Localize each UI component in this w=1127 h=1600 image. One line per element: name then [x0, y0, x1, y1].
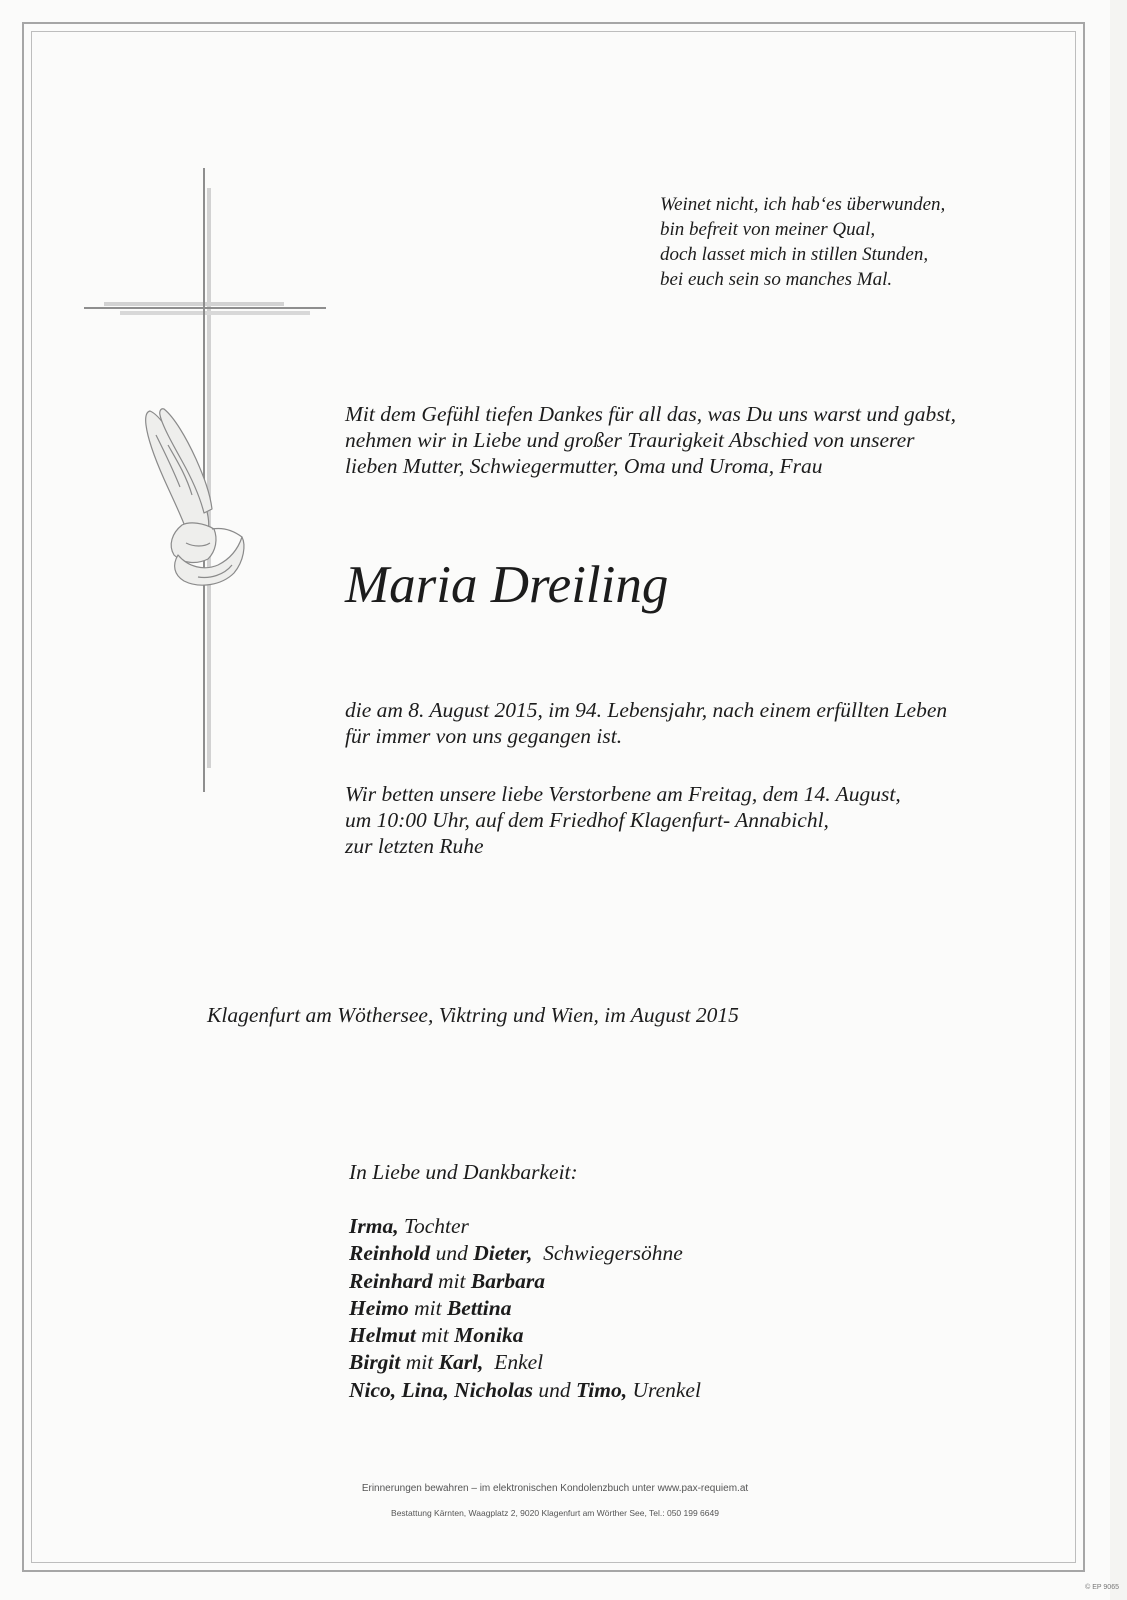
- burial-paragraph: [345, 781, 901, 859]
- funeral-home-info: Bestattung Kärnten, Waagplatz 2, 9020 Klagenfurt am Wörther See, Tel.: 050 199 6649: [391, 1508, 719, 1518]
- mourner-line: Helmut mit Monika: [349, 1323, 524, 1348]
- poem-line: bin befreit von meiner Qual,: [660, 219, 876, 240]
- burial-line: zur letzten Ruhe: [345, 834, 484, 858]
- deceased-name: Maria Dreiling: [345, 556, 669, 614]
- praying-hands-icon: [138, 405, 258, 595]
- print-code: © EP 9065: [1085, 1584, 1119, 1591]
- place-date: Klagenfurt am Wöthersee, Viktring und Wien, im August 2015: [207, 1003, 739, 1027]
- death-paragraph: [345, 697, 947, 749]
- poem-line: doch lasset mich in stillen Stunden,: [660, 244, 929, 265]
- intro-paragraph: [345, 401, 956, 479]
- mourner-line: Heimo mit Bettina: [349, 1295, 512, 1320]
- burial-line: um 10:00 Uhr, auf dem Friedhof Klagenfurt- Annabichl,: [345, 808, 829, 832]
- poem-line: bei euch sein so manches Mal.: [660, 269, 893, 290]
- intro-line: nehmen wir in Liebe und großer Traurigkeit Abschied von unserer: [345, 428, 915, 452]
- burial-line: Wir betten unsere liebe Verstorbene am Freitag, dem 14. August,: [345, 782, 901, 806]
- mourners-heading: In Liebe und Dankbarkeit:: [349, 1160, 578, 1184]
- mourners-list: [349, 1213, 701, 1404]
- mourner-line: Reinhard mit Barbara: [349, 1268, 545, 1293]
- intro-line: lieben Mutter, Schwiegermutter, Oma und Uroma, Frau: [345, 454, 823, 478]
- condolence-note: Erinnerungen bewahren – im elektronischen Kondolenzbuch unter www.pax-requiem.at: [361, 1483, 749, 1494]
- intro-line: Mit dem Gefühl tiefen Dankes für all das, was Du uns warst und gabst,: [345, 402, 956, 426]
- mourner-line: Irma, Tochter: [349, 1214, 469, 1238]
- death-line: für immer von uns gegangen ist.: [345, 724, 623, 748]
- mourner-line: Birgit mit Karl, Enkel: [349, 1350, 544, 1375]
- poem: [660, 192, 945, 292]
- mourner-line: Nico, Lina, Nicholas und Timo, Urenkel: [349, 1377, 701, 1402]
- poem-line: Weinet nicht, ich hab‘es überwunden,: [660, 194, 946, 215]
- death-line: die am 8. August 2015, im 94. Lebensjahr, nach einem erfüllten Leben: [345, 698, 948, 722]
- mourner-line: Reinhold und Dieter, Schwiegersöhne: [349, 1241, 683, 1266]
